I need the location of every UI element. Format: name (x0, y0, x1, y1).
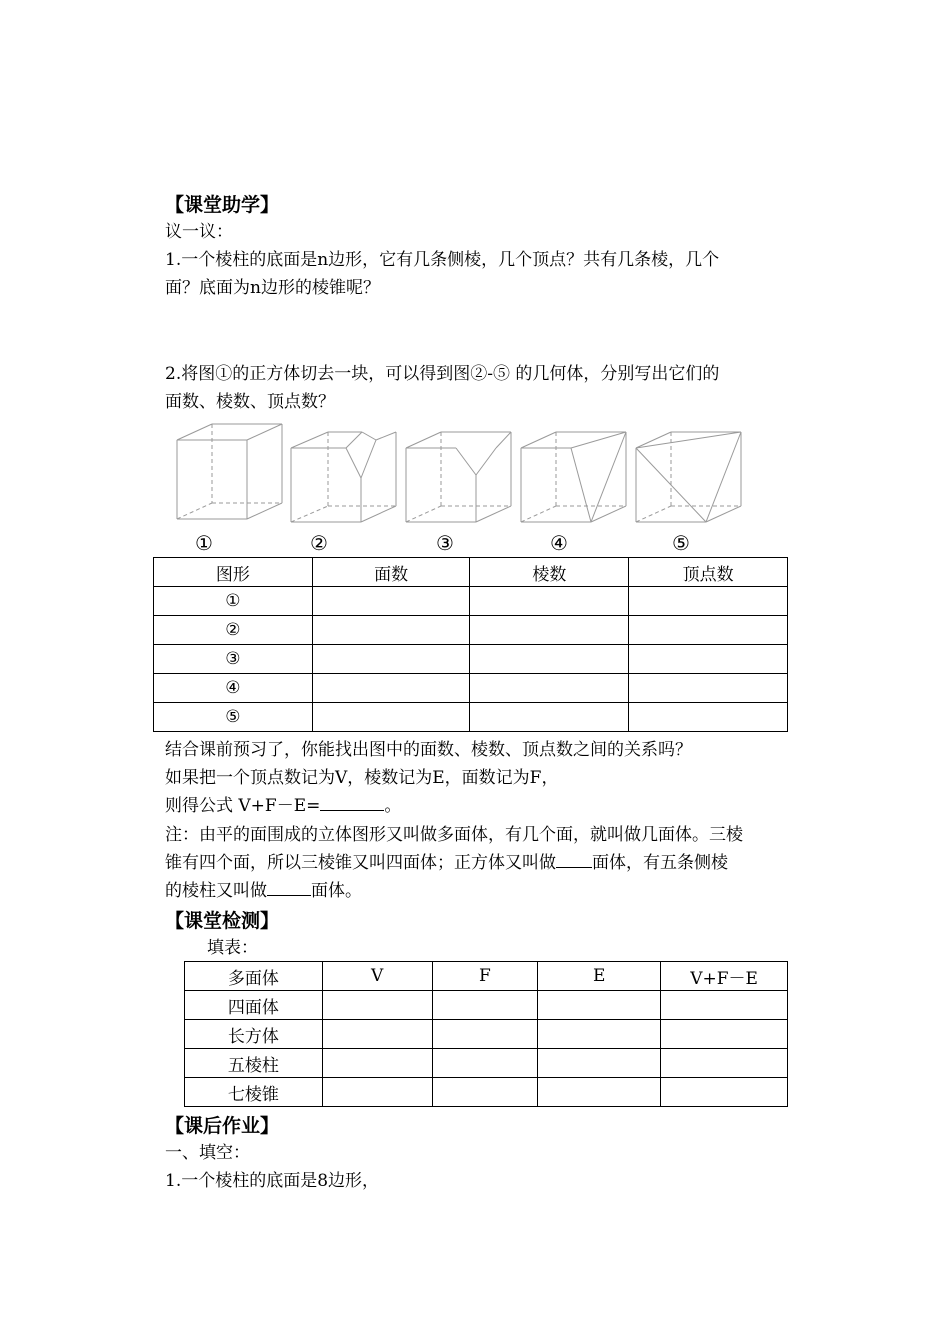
answer-cell[interactable] (538, 1078, 661, 1107)
section-heading-classroom-help: 【课堂助学】 (165, 194, 280, 216)
table-row (154, 587, 788, 616)
question-2-line-1: 2.将图①的正方体切去一块，可以得到图②-⑤ 的几何体，分别写出它们的 (165, 364, 720, 384)
row-label: 四面体 (185, 991, 323, 1020)
answer-cell[interactable] (661, 1020, 788, 1049)
notation-sentence: 如果把一个顶点数记为V，棱数记为E，面数记为F， (165, 768, 559, 788)
note-line-3-part-b: 面体。 (311, 881, 362, 901)
answer-cell[interactable] (322, 991, 432, 1020)
formula-prefix: 则得公式 V+F－E= (165, 796, 321, 816)
table-row (154, 645, 788, 674)
header-edges: 棱数 (470, 558, 629, 587)
answer-cell[interactable] (661, 1049, 788, 1078)
row-label: ② (154, 616, 313, 645)
formula-line (165, 792, 401, 820)
figure-label-3: ③ (436, 531, 454, 555)
answer-cell[interactable] (470, 587, 629, 616)
answer-cell[interactable] (322, 1049, 432, 1078)
header-f: F (432, 962, 538, 991)
answer-cell[interactable] (322, 1078, 432, 1107)
answer-cell[interactable] (312, 703, 470, 732)
fill-in-part-label: 一、填空： (165, 1143, 250, 1163)
note-line-2-part-a: 锥有四个面，所以三棱锥又叫四面体；正方体又叫做 (165, 853, 556, 873)
cube-figure-3 (406, 432, 511, 522)
figure-label-2: ② (310, 531, 328, 555)
table-header-row (185, 962, 788, 991)
answer-cell[interactable] (629, 587, 788, 616)
fill-table-label: 填表： (207, 938, 258, 958)
question-1-line-1: 1.一个棱柱的底面是n边形，它有几条侧棱，几个顶点？共有几条棱，几个 (165, 250, 720, 270)
answer-cell[interactable] (312, 587, 470, 616)
answer-cell[interactable] (629, 674, 788, 703)
question-2-line-2: 面数、棱数、顶点数？ (165, 392, 335, 412)
table-row (154, 616, 788, 645)
header-faces: 面数 (312, 558, 470, 587)
figure-label-5: ⑤ (672, 531, 690, 555)
figure-label-1: ① (195, 531, 213, 555)
header-figure: 图形 (154, 558, 313, 587)
cube-face-count-blank[interactable] (556, 849, 592, 868)
discuss-label: 议一议： (165, 222, 233, 242)
polyhedron-table (184, 961, 788, 1107)
row-label: 五棱柱 (185, 1049, 323, 1078)
formula-blank[interactable] (320, 792, 384, 811)
row-label: 长方体 (185, 1020, 323, 1049)
answer-cell[interactable] (432, 1049, 538, 1078)
table-row (185, 991, 788, 1020)
note-line-1: 注：由平的面围成的立体图形又叫做多面体，有几个面，就叫做几面体。三棱 (165, 825, 743, 845)
answer-cell[interactable] (432, 1078, 538, 1107)
relationship-question: 结合课前预习了，你能找出图中的面数、棱数、顶点数之间的关系吗？ (165, 740, 692, 760)
row-label: 七棱锥 (185, 1078, 323, 1107)
header-e: E (538, 962, 661, 991)
answer-cell[interactable] (312, 616, 470, 645)
homework-question-1: 1.一个棱柱的底面是8边形， (165, 1171, 380, 1191)
answer-cell[interactable] (312, 645, 470, 674)
prism-face-count-blank[interactable] (267, 877, 311, 896)
row-label: ③ (154, 645, 313, 674)
answer-cell[interactable] (470, 703, 629, 732)
answer-cell[interactable] (470, 645, 629, 674)
answer-cell[interactable] (312, 674, 470, 703)
header-vertices: 顶点数 (629, 558, 788, 587)
cube-figure-5 (636, 432, 741, 522)
answer-cell[interactable] (661, 991, 788, 1020)
cube-figure-1 (177, 424, 282, 519)
note-line-3 (165, 877, 362, 905)
section-heading-homework: 【课后作业】 (165, 1115, 280, 1137)
table-row (185, 1049, 788, 1078)
header-euler: V+F－E (661, 962, 788, 991)
header-polyhedron: 多面体 (185, 962, 323, 991)
note-line-2-part-b: 面体，有五条侧棱 (592, 853, 728, 873)
note-line-3-part-a: 的棱柱又叫做 (165, 881, 267, 901)
row-label: ④ (154, 674, 313, 703)
cube-figures (150, 420, 800, 530)
answer-cell[interactable] (538, 1049, 661, 1078)
answer-cell[interactable] (322, 1020, 432, 1049)
answer-cell[interactable] (661, 1078, 788, 1107)
answer-cell[interactable] (470, 674, 629, 703)
figure-label-4: ④ (550, 531, 568, 555)
answer-cell[interactable] (432, 1020, 538, 1049)
table-row (154, 703, 788, 732)
header-v: V (322, 962, 432, 991)
cube-figure-2 (291, 432, 396, 522)
answer-cell[interactable] (629, 703, 788, 732)
formula-suffix: 。 (384, 796, 402, 816)
row-label: ⑤ (154, 703, 313, 732)
row-label: ① (154, 587, 313, 616)
figure-count-table (153, 557, 788, 732)
section-heading-classroom-test: 【课堂检测】 (165, 910, 280, 932)
table-row (154, 674, 788, 703)
table-header-row (154, 558, 788, 587)
cube-figure-4 (521, 432, 626, 522)
answer-cell[interactable] (629, 616, 788, 645)
note-line-2 (165, 849, 728, 877)
answer-cell[interactable] (470, 616, 629, 645)
answer-cell[interactable] (629, 645, 788, 674)
answer-cell[interactable] (432, 991, 538, 1020)
answer-cell[interactable] (538, 1020, 661, 1049)
table-row (185, 1078, 788, 1107)
question-1-line-2: 面？底面为n边形的棱锥呢？ (165, 278, 380, 298)
answer-cell[interactable] (538, 991, 661, 1020)
table-row (185, 1020, 788, 1049)
